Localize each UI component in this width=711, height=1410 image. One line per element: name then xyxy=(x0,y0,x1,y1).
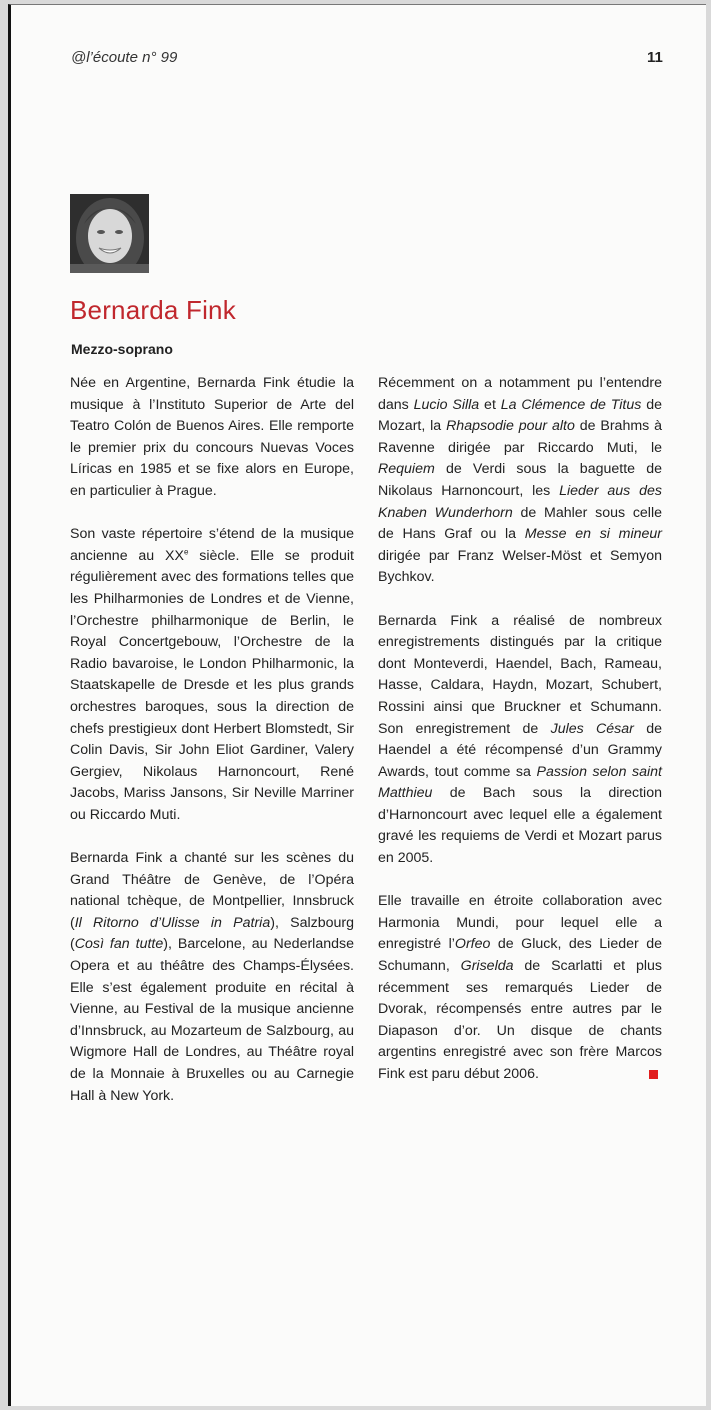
paragraph-repertoire: Son vaste répertoire s’étend de la musique ancienne au XXe siècle. Elle se produit régulièrement avec des formations telles que les Philharmonies de Londres et de Vienne, l’Orchestre philharmonique de Berlin, le Royal Concertgebouw, l’Orchestre de la Radio bavaroise, le London Philharmonic, la Staatskapelle de Dresde et les plus grands orchestres baroques, sous la direction de chefs prestigieux dont Herbert Blomstedt, Sir Colin Davis, Sir John Eliot Gardiner, Valery Gergiev, Nikolaus Harnoncourt, René Jacobs, Mariss Jansons, Sir Neville Marriner ou Riccardo Muti. xyxy=(70,526,354,823)
left-text-column xyxy=(70,373,354,1129)
artist-name: Bernarda Fink xyxy=(70,295,236,325)
paragraph-recordings: Bernarda Fink a réalisé de nombreux enregistrements distingués par la critique dont Monteverdi, Haendel, Bach, Rameau, Hasse, Caldara, Haydn, Mozart, Schubert, Rossini ainsi que Bruckner et Schumann. Son enregistrement de Jules César de Haendel a été récompensé d’un Grammy Awards, tout comme sa Passion selon saint Matthieu de Bach sous la direction d’Harnoncourt avec lequel elle a également gravé les requiems de Verdi et Mozart parus en 2005. xyxy=(378,612,663,867)
paragraph-origins: Née en Argentine, Bernarda Fink étudie la musique à l’Instituto Superior de Arte del Teatro Colón de Buenos Aires. Elle remporte le premier prix du concours Nuevas Voces Líricas en 1985 et se fixe alors en Europe, en particulier à Prague. xyxy=(70,375,354,499)
paragraph-recent: Récemment on a notamment pu l’entendre dans Lucio Silla et La Clémence de Titus de Mozart, la Rhapsodie pour alto de Brahms à Ravenne dirigée par Riccardo Muti, le Requiem de Verdi sous la baguette de Nikolaus Harnoncourt, les Lieder aus des Knaben Wunderhorn de Mahler sous celle de Hans Graf ou la Messe en si mineur dirigée par Franz Welser-Möst et Semyon Bychkov. xyxy=(378,375,662,586)
artist-role: Mezzo-soprano xyxy=(71,341,173,357)
magazine-header: @l’écoute n° 99 xyxy=(71,49,178,66)
page-number: 11 xyxy=(647,49,663,66)
red-square-icon xyxy=(649,1070,658,1079)
paragraph-harmonia-mundi: Elle travaille en étroite collaboration avec Harmonia Mundi, pour lequel elle a enregistré l’Orfeo de Gluck, des Lieder de Schumann, Griselda de Scarlatti et plus récemment ses remarqués Lieder de Dvorak, récompensés entre autres par le Diapason d’or. Un disque de chants argentins enregistré avec son frère Marcos Fink est paru début 2006. xyxy=(378,893,662,1082)
paragraph-stages: Bernarda Fink a chanté sur les scènes du Grand Théâtre de Genève, de l’Opéra national tchèque, de Montpellier, Innsbruck (Il Ritorno d’Ulisse in Patria), Salzbourg (Così fan tutte), Barcelone, au Nederlandse Opera et au théâtre des Champs-Élysées. Elle s’est également produite en récital à Vienne, au Festival de la musique ancienne d’Innsbruck, au Mozarteum de Salzbourg, au Wigmore Hall de Londres, au Théâtre royal de la Monnaie à Bruxelles ou au Carnegie Hall à New York. xyxy=(70,850,354,1104)
artist-portrait-photo xyxy=(70,194,149,273)
right-text-column xyxy=(378,373,662,1107)
magazine-page xyxy=(8,4,706,1406)
